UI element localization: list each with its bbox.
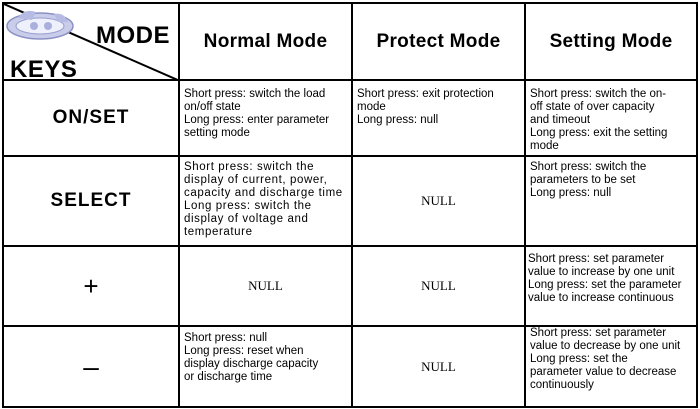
text-line: value to increase continuous <box>528 292 674 304</box>
text-line: Short press: switch the <box>184 161 315 173</box>
text-line: Long press: set the <box>530 353 628 365</box>
text-line: continuously <box>530 379 594 391</box>
text-line: setting mode <box>184 127 250 139</box>
table-row-plus <box>3 246 697 326</box>
cell-plus-normal: NULL <box>179 246 352 326</box>
text-line: display of current, power, <box>184 174 328 186</box>
text-line: Short press: switch the load <box>184 88 326 100</box>
text-line: Long press: switch the <box>184 200 312 212</box>
text-line: off state of over capacity <box>530 101 655 113</box>
cell-on-set-setting <box>525 80 697 156</box>
text-line: or discharge time <box>184 371 273 383</box>
cell-select-setting <box>525 156 697 246</box>
text-line: Short press: switch the <box>530 161 647 173</box>
key-label-on-set: ON/SET <box>3 80 179 156</box>
text-line: display of voltage and <box>184 213 309 225</box>
text-line: Long press: enter parameter <box>184 114 330 126</box>
text-line: Short press: null <box>184 332 268 344</box>
text-line: Long press: reset when <box>184 345 304 357</box>
cell-minus-protect: NULL <box>352 326 525 407</box>
cell-plus-setting <box>525 246 697 326</box>
text-line: Long press: set the parameter <box>528 279 682 291</box>
text-line: Short press: switch the on- <box>530 88 667 100</box>
header-row <box>3 3 697 80</box>
cell-plus-protect: NULL <box>352 246 525 326</box>
corner-cell <box>3 3 179 80</box>
text-line: Long press: null <box>530 187 612 199</box>
text-line: capacity and discharge time <box>184 187 343 199</box>
key-label-select: SELECT <box>3 156 179 246</box>
cell-minus-normal <box>179 326 352 407</box>
text-line: on/off state <box>184 101 241 113</box>
column-header-normal-mode: Normal Mode <box>179 3 352 80</box>
text-line: Short press: set parameter <box>530 327 667 339</box>
mode-axis-label: MODE <box>96 22 170 49</box>
cell-minus-setting <box>525 326 697 407</box>
column-header-protect-mode: Protect Mode <box>352 3 525 80</box>
text-line: display discharge capacity <box>184 358 319 370</box>
text-line: Long press: exit the setting <box>530 127 668 139</box>
key-label-plus: + <box>3 246 179 326</box>
cell-select-protect: NULL <box>352 156 525 246</box>
key-label-minus: – <box>3 326 179 407</box>
cell-on-set-protect <box>352 80 525 156</box>
keys-axis-label: KEYS <box>10 56 78 80</box>
text-line: Short press: set parameter <box>528 253 665 265</box>
text-line: value to increase by one unit <box>528 266 675 278</box>
text-line: parameters to be set <box>530 174 636 186</box>
key-function-table <box>2 2 698 408</box>
text-line: Short press: exit protection <box>357 88 494 100</box>
text-line: value to decrease by one unit <box>530 340 681 352</box>
text-line: temperature <box>184 226 253 238</box>
table-row-select <box>3 156 697 246</box>
brand-logo-icon <box>4 4 76 44</box>
table-row-on-set <box>3 80 697 156</box>
text-line: mode <box>530 140 559 152</box>
text-line: parameter value to decrease <box>530 366 677 378</box>
text-line: Long press: null <box>357 114 439 126</box>
cell-select-normal <box>179 156 352 246</box>
text-line: and timeout <box>530 114 591 126</box>
text-line: mode <box>357 101 386 113</box>
cell-on-set-normal <box>179 80 352 156</box>
column-header-setting-mode: Setting Mode <box>525 3 697 80</box>
table-row-minus <box>3 326 697 407</box>
